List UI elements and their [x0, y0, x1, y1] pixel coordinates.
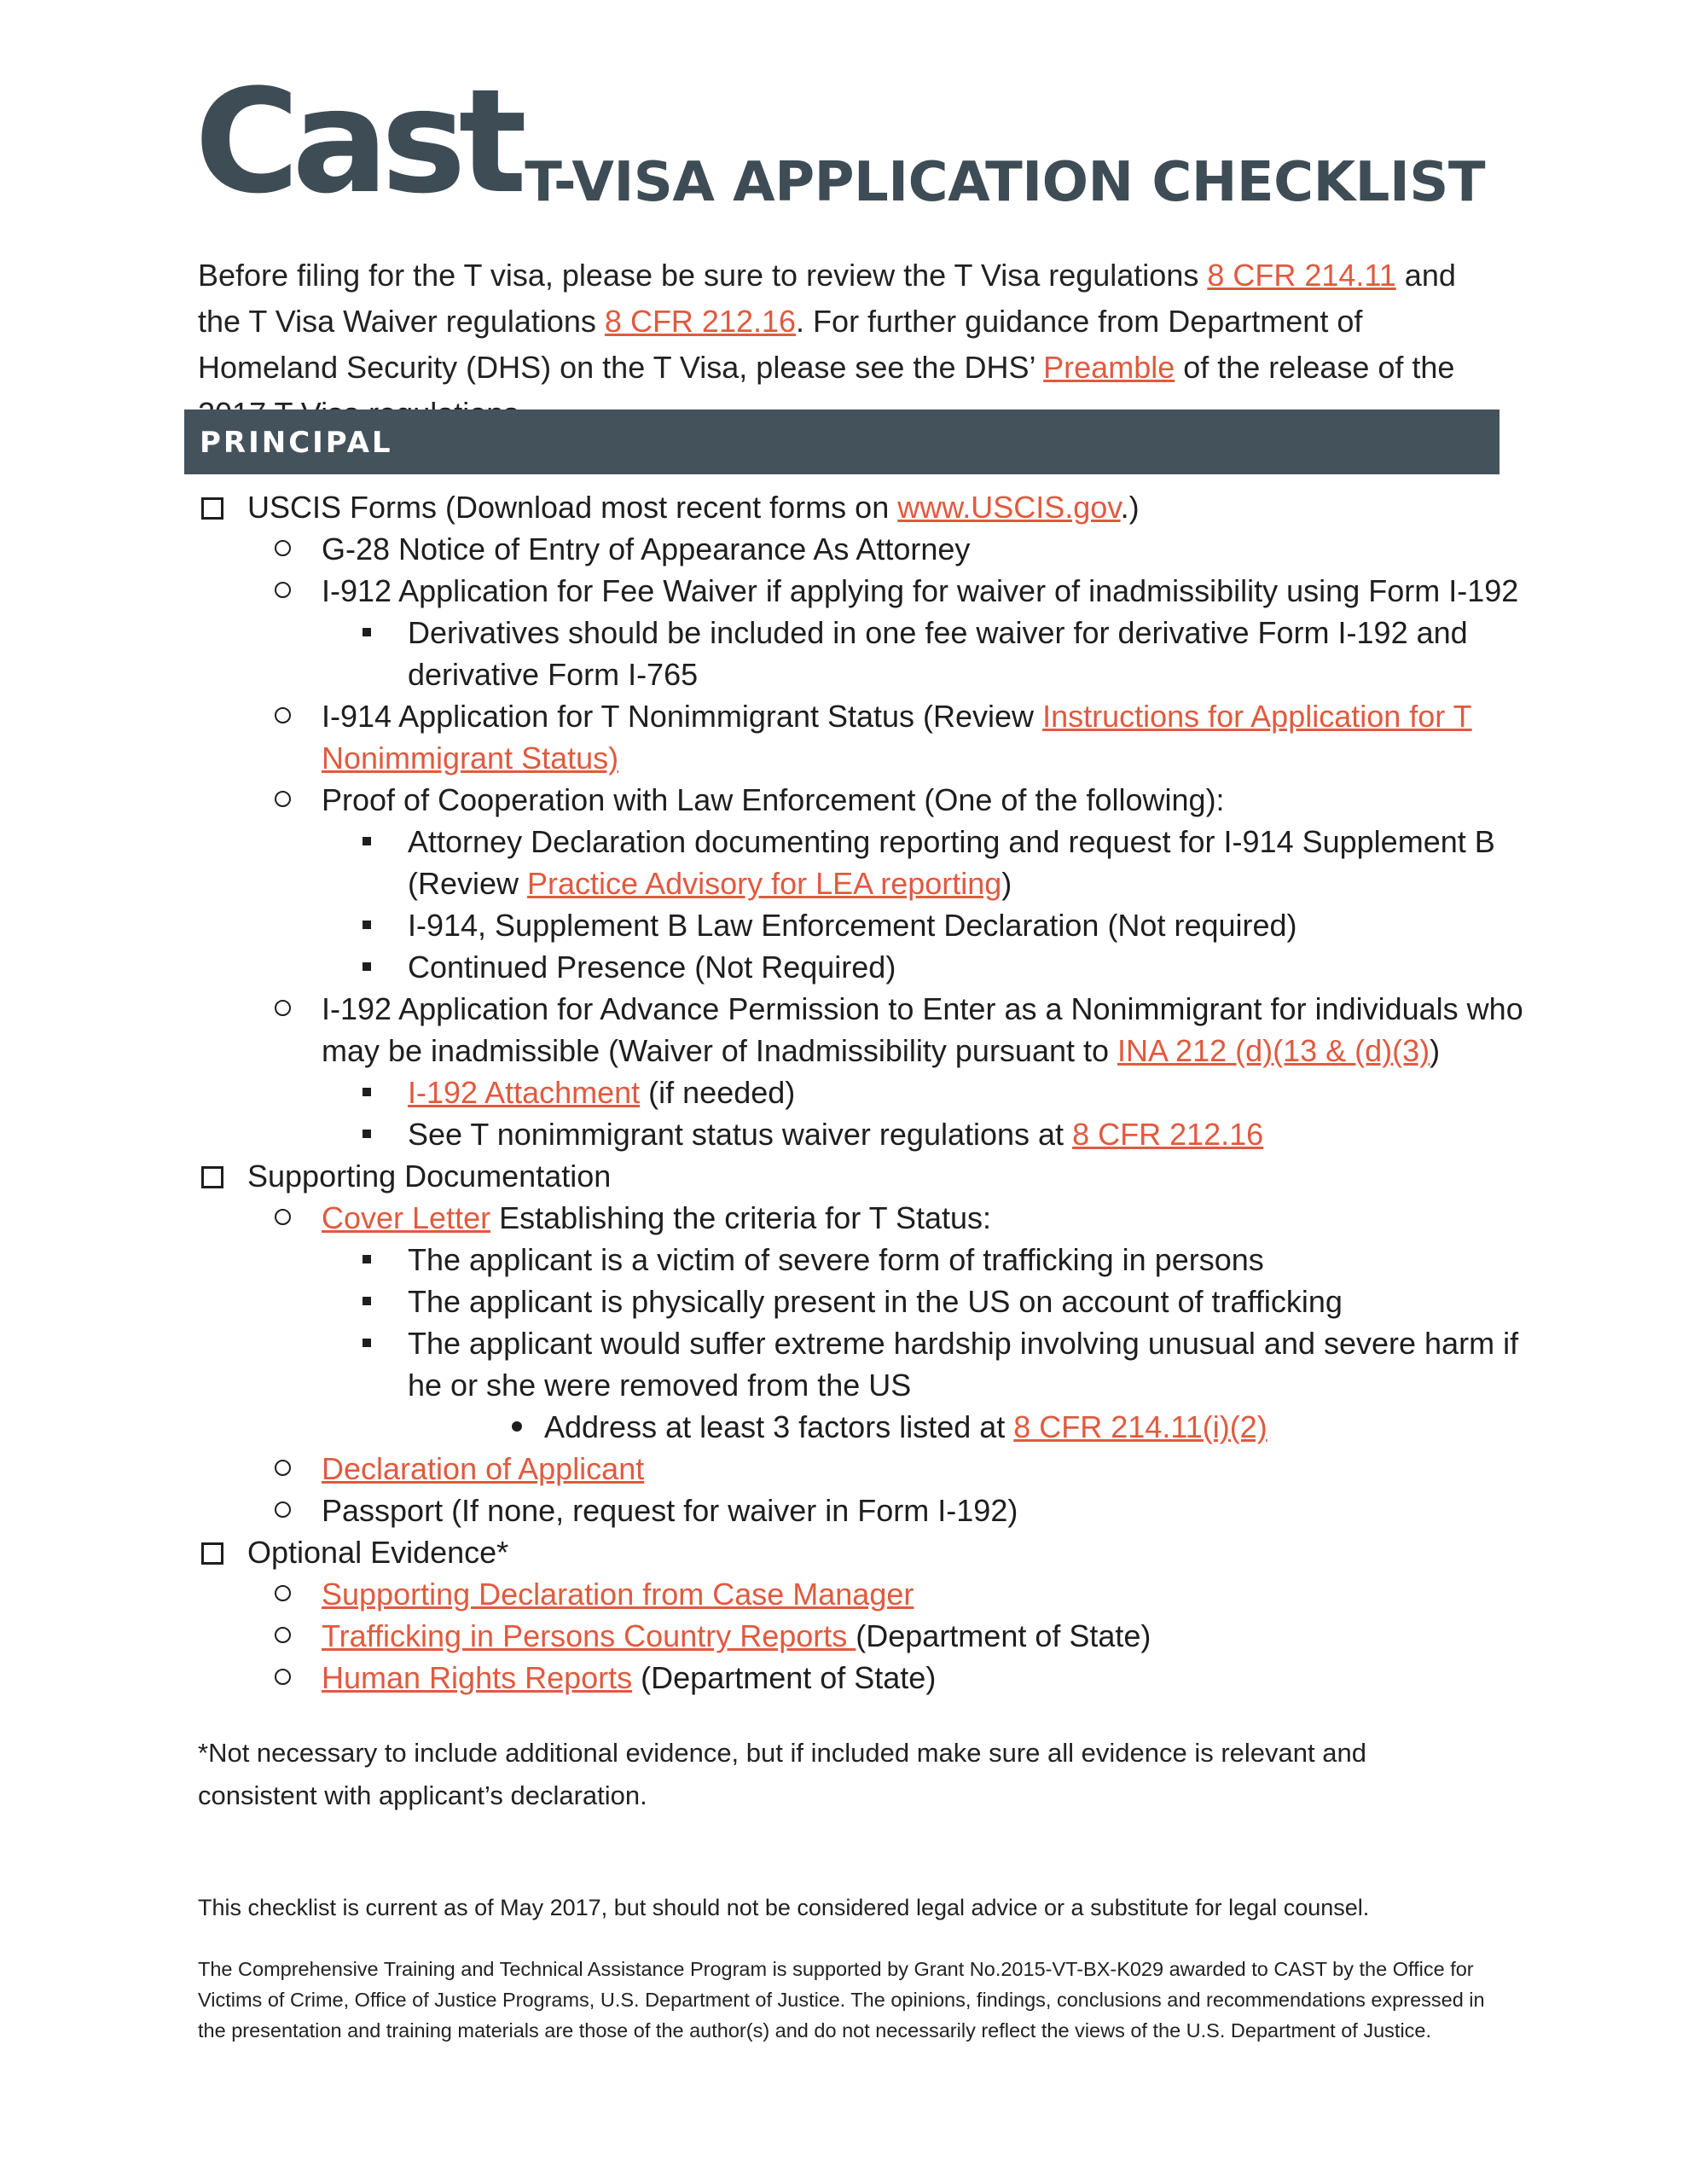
checkbox-optional-evidence[interactable]: [201, 1542, 223, 1565]
link-preamble[interactable]: Preamble: [1043, 350, 1175, 385]
square-bullet-icon: [363, 1130, 371, 1138]
item-proof-cooperation: Proof of Cooperation with Law Enforcement (One of the following):: [322, 782, 1225, 817]
item-i192-cont: [322, 1030, 1440, 1072]
item-hardship-factors: [544, 1406, 1267, 1448]
item-i914: [322, 695, 1472, 737]
link-human-rights-reports[interactable]: Human Rights Reports: [322, 1660, 633, 1695]
circle-bullet-icon: [275, 707, 291, 723]
intro-text-1: Before filing for the T visa, please be sure to review the T Visa regulations: [198, 258, 1208, 293]
uscis-forms-suffix: .): [1120, 490, 1140, 525]
section-header-principal: [184, 410, 1499, 474]
link-8-cfr-212-16-waiver[interactable]: 8 CFR 212.16: [1072, 1117, 1264, 1152]
circle-bullet-icon: [275, 540, 291, 556]
hr-suffix: (Department of State): [632, 1660, 937, 1695]
cover-letter-text: Establishing the criteria for T Status:: [490, 1200, 992, 1235]
link-8-cfr-212-16[interactable]: 8 CFR 212.16: [604, 304, 797, 339]
item-waiver-regulations: [408, 1113, 1263, 1155]
item-criterion-hardship: The applicant would suffer extreme hardship involving unusual and severe harm if: [408, 1326, 1519, 1361]
intro-text-2: and the T Visa Waiver regulations: [198, 258, 1456, 339]
section-title: PRINCIPAL: [200, 426, 393, 460]
link-8-cfr-214-11-i-2[interactable]: 8 CFR 214.11(i)(2): [1013, 1409, 1267, 1444]
dot-bullet-icon: [512, 1421, 522, 1432]
link-cover-letter[interactable]: Cover Letter: [322, 1200, 491, 1235]
item-criterion-presence: The applicant is physically present in the US on account of trafficking: [408, 1284, 1343, 1319]
i192-text: may be inadmissible (Waiver of Inadmissibility pursuant to: [322, 1033, 1118, 1068]
item-human-rights-reports: [322, 1657, 936, 1699]
item-tip-reports: [322, 1615, 1151, 1657]
circle-bullet-icon: [275, 1460, 291, 1476]
item-i912-derivatives-cont: derivative Form I-765: [408, 657, 699, 692]
link-practice-advisory[interactable]: Practice Advisory for LEA reporting: [527, 866, 1002, 901]
link-i914-instructions[interactable]: Instructions for Application for T: [1042, 699, 1472, 734]
link-case-manager-declaration[interactable]: Supporting Declaration from Case Manager: [322, 1577, 914, 1612]
item-i192: I-192 Application for Advance Permission to Enter as a Nonimmigrant for individuals who: [322, 991, 1523, 1026]
square-bullet-icon: [363, 837, 371, 845]
circle-bullet-icon: [275, 1669, 291, 1685]
square-bullet-icon: [363, 628, 371, 636]
item-attorney-declaration: Attorney Declaration documenting reporting and request for I-914 Supplement B: [408, 824, 1495, 859]
factors-text: Address at least 3 factors listed at: [544, 1409, 1014, 1444]
square-bullet-icon: [363, 921, 371, 929]
grant-notice: The Comprehensive Training and Technical Assistance Program is supported by Grant No.2015-VT-BX-K029 awarded to CAST by the Office for Victims of Crime, Office of Justice Programs, U.S. Department of Justice. The opinions, findings, conclusions and recommendations expressed in the presentation and training materials are those of the author(s) and do not necessarily reflect the views of the U.S. Department of Justice.: [198, 1958, 1485, 2042]
link-declaration-applicant[interactable]: Declaration of Applicant: [322, 1451, 645, 1486]
document-title: T-VISA APPLICATION CHECKLIST: [525, 151, 1485, 214]
waiver-text: See T nonimmigrant status waiver regulations at: [408, 1117, 1073, 1152]
circle-bullet-icon: [275, 1209, 291, 1225]
item-uscis-forms: [247, 486, 1140, 528]
link-8-cfr-214-11[interactable]: 8 CFR 214.11: [1207, 258, 1396, 293]
circle-bullet-icon: [275, 1627, 291, 1643]
tip-suffix: (Department of State): [856, 1618, 1151, 1653]
intro-text-3: . For further guidance from Department of Homeland Security (DHS) on the T Visa, please see the DHS’: [198, 304, 1363, 385]
circle-bullet-icon: [275, 1585, 291, 1601]
circle-bullet-icon: [275, 582, 291, 598]
item-case-manager: [322, 1573, 914, 1615]
square-bullet-icon: [363, 1255, 371, 1263]
link-i192-attachment[interactable]: I-192 Attachment: [408, 1075, 641, 1110]
link-tip-reports[interactable]: Trafficking in Persons Country Reports: [322, 1618, 856, 1653]
item-i912-derivatives: Derivatives should be included in one fee waiver for derivative Form I-192 and: [408, 615, 1468, 650]
item-i912: I-912 Application for Fee Waiver if applying for waiver of inadmissibility using Form I-192: [322, 573, 1519, 608]
circle-bullet-icon: [275, 1502, 291, 1518]
intro-text-4: of the release of the: [1183, 350, 1455, 385]
circle-bullet-icon: [275, 791, 291, 807]
item-criterion-hardship-cont: he or she were removed from the US: [408, 1368, 912, 1403]
footnote: *Not necessary to include additional evidence, but if included make sure all evidence is relevant and consistent with applicant’s declaration.: [198, 1738, 1366, 1810]
square-bullet-icon: [363, 1088, 371, 1096]
item-attorney-declaration-cont: [408, 863, 1012, 904]
uscis-forms-label: USCIS Forms (Download most recent forms on: [247, 490, 898, 525]
i914-text: I-914 Application for T Nonimmigrant Status (Review: [322, 699, 1043, 734]
item-declaration-applicant: [322, 1448, 644, 1490]
link-uscis-gov[interactable]: www.USCIS.gov: [897, 490, 1121, 525]
link-i914-instructions-cont[interactable]: Nonimmigrant Status): [322, 741, 619, 775]
item-continued-presence: Continued Presence (Not Required): [408, 950, 896, 985]
item-i914-cont: [322, 737, 618, 779]
item-cover-letter: [322, 1197, 991, 1239]
item-g28: G-28 Notice of Entry of Appearance As Attorney: [322, 531, 971, 566]
i192-suffix: ): [1430, 1033, 1441, 1068]
item-i192-attachment: [408, 1072, 795, 1113]
square-bullet-icon: [363, 1297, 371, 1305]
circle-bullet-icon: [275, 1000, 291, 1016]
square-bullet-icon: [363, 962, 371, 971]
checkbox-uscis-forms[interactable]: [201, 497, 223, 520]
square-bullet-icon: [363, 1339, 371, 1347]
item-optional-evidence: Optional Evidence*: [247, 1535, 509, 1570]
review-prefix: (Review: [408, 866, 528, 901]
attachment-suffix: (if needed): [640, 1075, 796, 1110]
checkbox-supporting-documentation[interactable]: [201, 1166, 223, 1188]
item-criterion-victim: The applicant is a victim of severe form of trafficking in persons: [408, 1242, 1264, 1277]
item-supplement-b: I-914, Supplement B Law Enforcement Declaration (Not required): [408, 908, 1297, 943]
item-passport: Passport (If none, request for waiver in Form I-192): [322, 1493, 1018, 1528]
disclaimer: This checklist is current as of May 2017, but should not be considered legal advice or a substitute for legal counsel.: [198, 1895, 1370, 1920]
cast-logo: Cast: [194, 58, 519, 225]
review-suffix: ): [1001, 866, 1012, 901]
link-ina-212[interactable]: INA 212 (d)(13 & (d)(3): [1117, 1033, 1430, 1068]
item-supporting-documentation: Supporting Documentation: [247, 1159, 612, 1194]
